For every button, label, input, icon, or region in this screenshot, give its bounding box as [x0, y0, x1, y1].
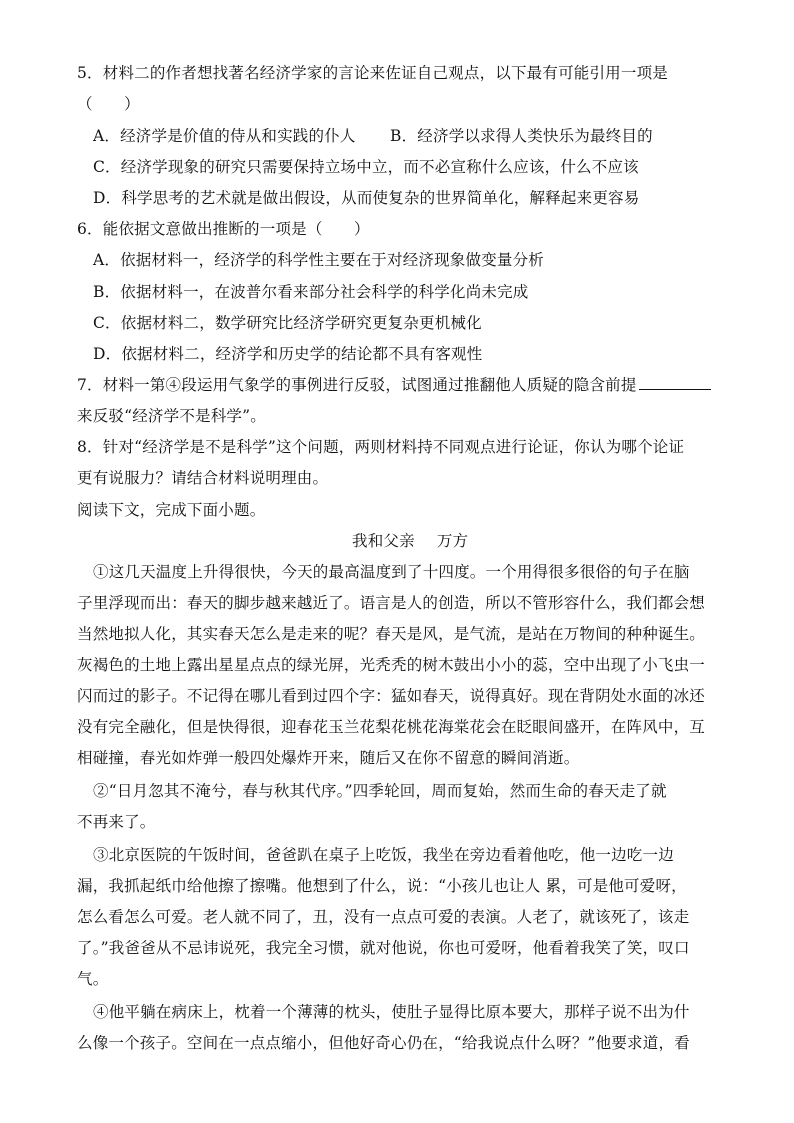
q7-line-1-text: 7．材料一第④段运用气象学的事例进行反驳，试图通过推翻他人质疑的隐含前提: [77, 376, 637, 394]
answer-blank[interactable]: [639, 375, 711, 390]
reading-instruction: 阅读下文，完成下面小题。: [77, 501, 266, 519]
q5-stem: 5．材料二的作者想找著名经济学家的言论来佐证自己观点，以下最有可能引用一项是: [77, 64, 668, 82]
q5-option-c: C．经济学现象的研究只需要保持立场中立，而不必宣称什么应该，什么不应该: [93, 158, 639, 176]
q6-stem: 6．能依据文意做出推断的一项是（ ）: [77, 220, 370, 238]
essay-p1-line: ①这几天温度上升得很快，今天的最高温度到了十四度。一个用得很多很俗的句子在脑: [93, 563, 690, 581]
essay-p4-line: ④他平躺在病床上，枕着一个薄薄的枕头，使肚子显得比原本要大，那样子说不出为什: [93, 1003, 690, 1021]
q7-line-1: [77, 375, 711, 395]
q5-answer-paren: （ ）: [77, 95, 140, 113]
essay-p3-line: 气。: [77, 970, 109, 988]
essay-p2-line: 不再来了。: [77, 813, 156, 831]
q6-option-d: D．依据材料二，经济学和历史学的结论都不具有客观性: [93, 345, 483, 363]
essay-p1-line: 闪而过的影子。不记得在哪儿看到过四个字：猛如春天，说得真好。现在背阴处水面的冰还: [77, 687, 706, 705]
q6-option-a: A．依据材料一，经济学的科学性主要在于对经济现象做变量分析: [93, 251, 544, 269]
q5-option-a: A．经济学是价值的侍从和实践的仆人: [93, 127, 356, 145]
essay-p2-line: ②“日月忽其不淹兮，春与秋其代序。”四季轮回，周而复始，然而生命的春天走了就: [93, 782, 667, 800]
essay-p1-line: 灰褐色的土地上露出星星点点的绿光屏，光秃秃的树木鼓出小小的蕊，空中出现了小飞虫一: [77, 656, 706, 674]
q5-option-b: B．经济学以求得人类快乐为最终目的: [390, 127, 653, 145]
essay-p3-line: ③北京医院的午饭时间，爸爸趴在桌子上吃饭，我坐在旁边看着他吃，他一边吃一边: [93, 846, 674, 864]
essay-p3-line: 了。”我爸爸从不忌讳说死，我完全习惯，就对他说，你也可爱呀，他看着我笑了笑，叹口: [77, 939, 690, 957]
essay-author: 万方: [436, 532, 469, 550]
q6-option-b: B．依据材料一，在波普尔看来部分社会科学的科学化尚未完成: [93, 283, 529, 301]
essay-p3-line: 漏，我抓起纸巾给他擦了擦嘴。他想到了什么，说：“小孩儿也让人 累，可是他可爱呀，: [77, 877, 687, 895]
essay-heading: [352, 531, 468, 551]
q5-option-d: D．科学思考的艺术就是做出假设，从而使复杂的世界简单化，解释起来更容易: [93, 189, 640, 207]
essay-p1-line: 相碰撞，春光如炸弹一般四处爆炸开来，随后又在你不留意的瞬间消逝。: [77, 749, 580, 767]
essay-p4-line: 么像一个孩子。空间在一点点缩小，但他好奇心仍在，“给我说点什么呀？”他要求道，看: [77, 1034, 690, 1052]
q6-option-c: C．依据材料二，数学研究比经济学研究更复杂更机械化: [93, 314, 482, 332]
essay-p1-line: 当然地拟人化，其实春天怎么是走来的呢？春天是风，是气流，是站在万物间的种种诞生。: [77, 625, 706, 643]
essay-p1-line: 子里浮现而出：春天的脚步越来越近了。语言是人的创造，所以不管形容什么，我们都会想: [77, 594, 706, 612]
q7-line-2: 来反驳“经济学不是科学”。: [77, 407, 266, 425]
q8-line-1: 8．针对“经济学是不是科学”这个问题，两则材料持不同观点进行论证，你认为哪个论证: [77, 438, 685, 456]
essay-title: 我和父亲: [352, 532, 415, 550]
essay-p3-line: 怎么看怎么可爱。老人就不同了，丑，没有一点点可爱的表演。人老了，就该死了，该走: [77, 908, 690, 926]
essay-p1-line: 没有完全融化，但是快得很，迎春花玉兰花梨花桃花海棠花会在眨眼间盛开，在阵风中，互: [77, 718, 706, 736]
q8-line-2: 更有说服力？请结合材料说明理由。: [77, 469, 329, 487]
